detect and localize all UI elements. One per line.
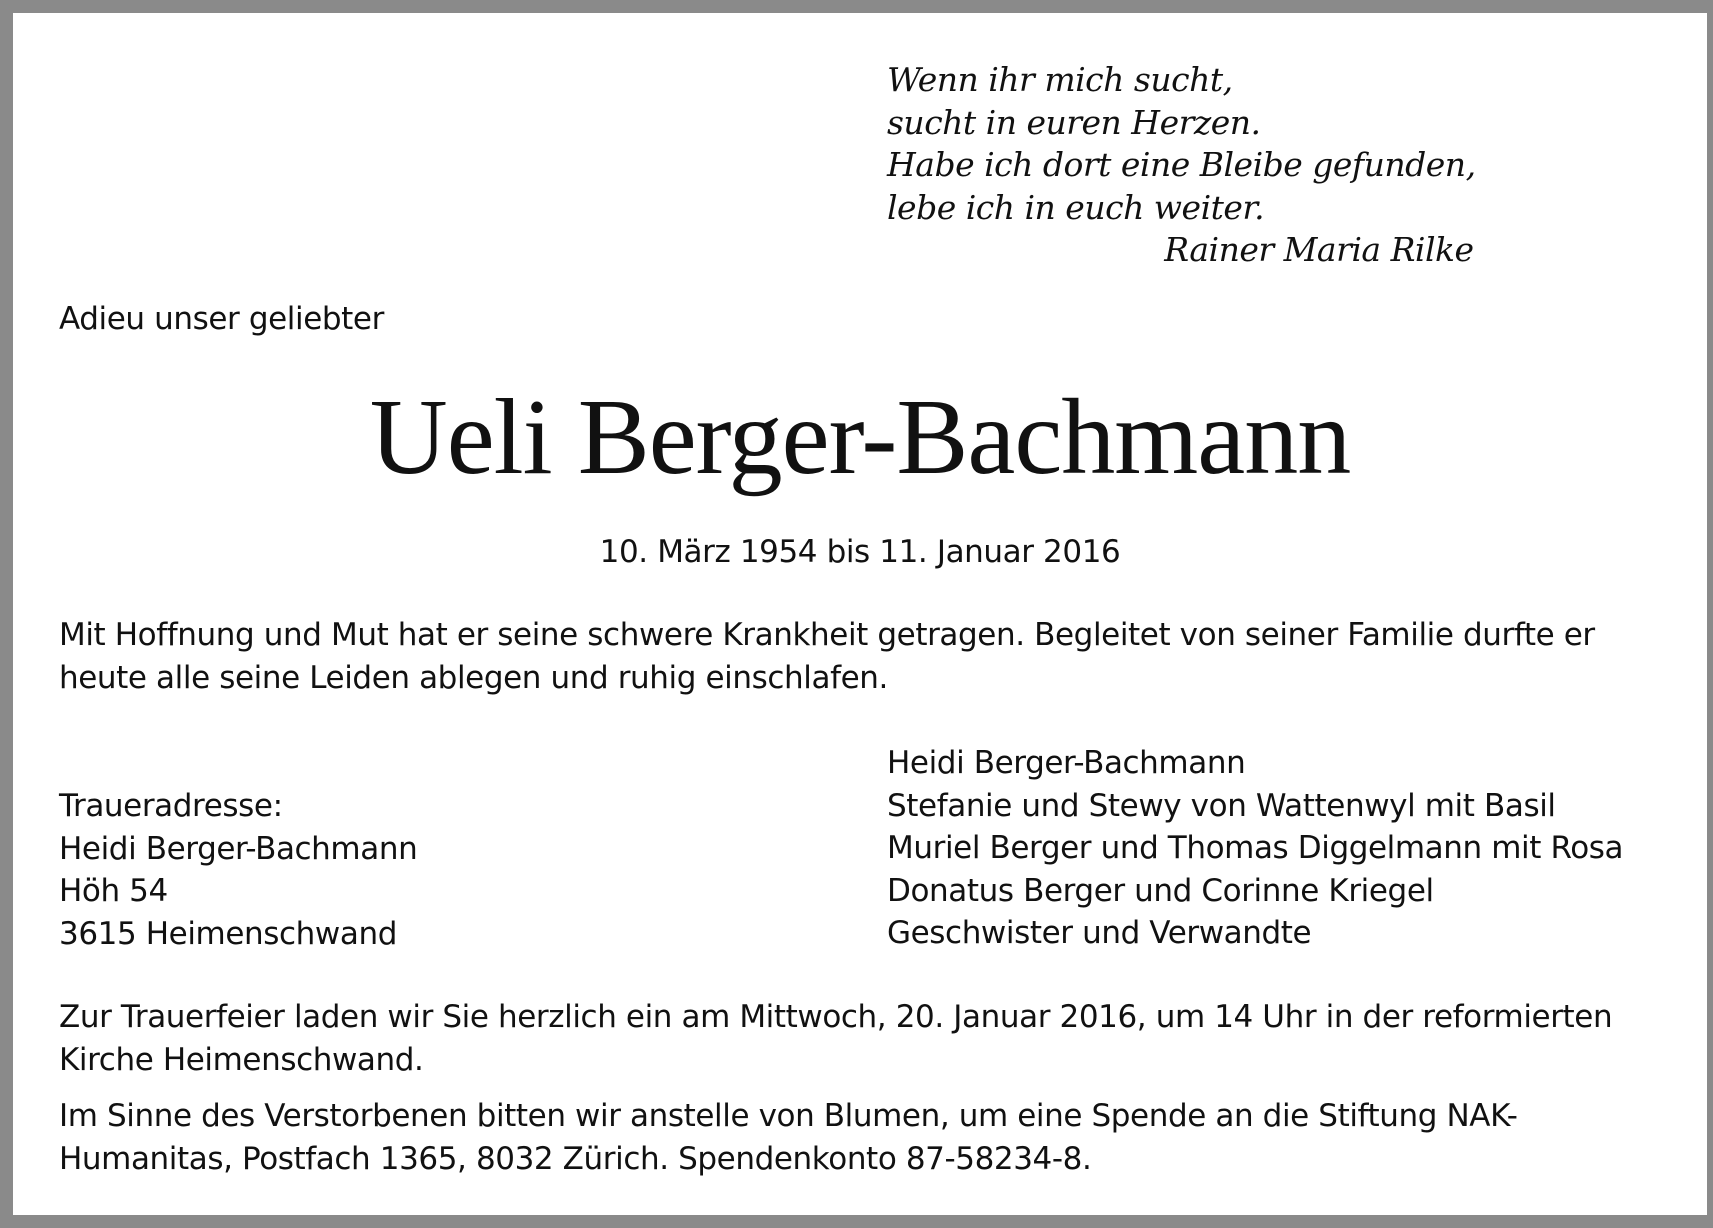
intro-text: Adieu unser geliebter	[59, 301, 384, 337]
mourner-name: Stefanie und Stewy von Wattenwyl mit Basil	[887, 787, 1556, 824]
mourner-name: Geschwister und Verwandte	[887, 915, 1312, 951]
address-line: Heidi Berger-Bachmann	[59, 830, 418, 867]
donation-note: Im Sinne des Verstorbenen bitten wir anstelle von Blumen, um eine Spende an die Stiftung NAK-Humanitas, Postfach 1365, 8032 Zürich. Spendenkonto 87-58234-8.	[59, 1098, 1518, 1177]
poem-quote	[887, 59, 1476, 272]
life-dates: 10. März 1954 bis 11. Januar 2016	[599, 534, 1121, 570]
mourner-name: Donatus Berger und Corinne Kriegel	[887, 872, 1434, 909]
obituary-notice	[13, 13, 1707, 1215]
mourner-name: Muriel Berger und Thomas Diggelmann mit Rosa	[887, 830, 1624, 866]
poem-author: Rainer Maria Rilke	[1164, 230, 1474, 269]
mourners-list	[887, 742, 1623, 955]
mourning-address	[59, 785, 417, 955]
mourner-name: Heidi Berger-Bachmann	[887, 745, 1246, 781]
address-line: Höh 54	[59, 873, 168, 909]
funeral-invitation: Zur Trauerfeier laden wir Sie herzlich ein am Mittwoch, 20. Januar 2016, um 14 Uhr in der reformierten Kirche Heimenschwand.	[59, 999, 1613, 1078]
poem-line: sucht in euren Herzen.	[887, 102, 1261, 142]
address-line: 3615 Heimenschwand	[59, 915, 397, 952]
farewell-paragraph: Mit Hoffnung und Mut hat er seine schwere Krankheit getragen. Begleitet von seiner Familie durfte er heute alle seine Leiden ablegen und ruhig einschlafen.	[59, 617, 1595, 696]
poem-line: lebe ich in euch weiter.	[887, 187, 1265, 227]
deceased-name: Ueli Berger-Bachmann	[369, 378, 1351, 497]
address-label: Traueradresse:	[59, 788, 283, 824]
poem-line: Habe ich dort eine Bleibe gefunden,	[887, 145, 1476, 184]
poem-line: Wenn ihr mich sucht,	[887, 60, 1233, 99]
